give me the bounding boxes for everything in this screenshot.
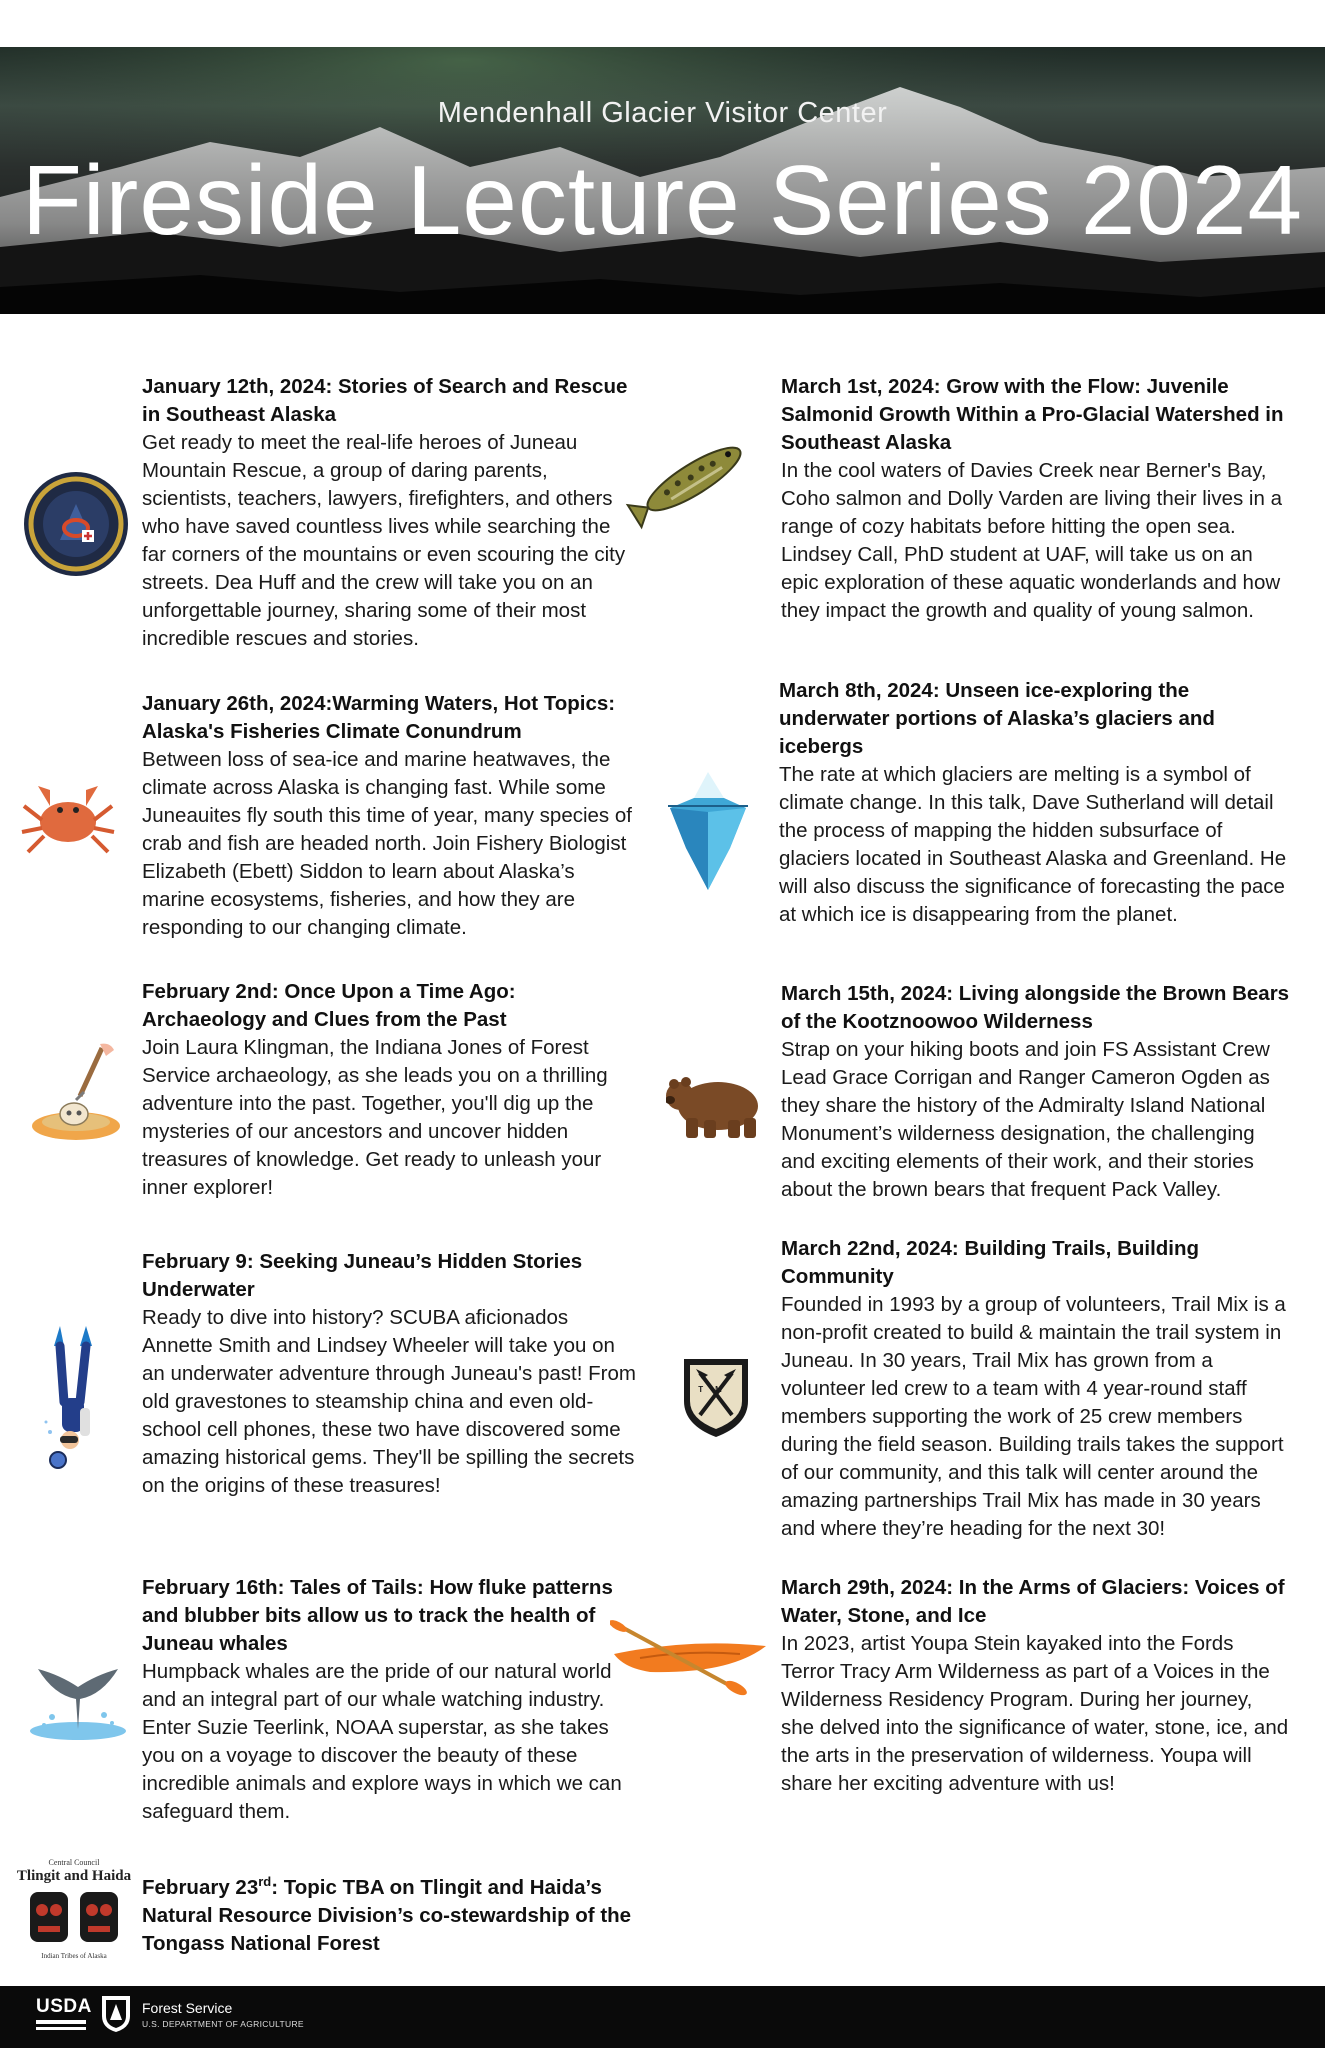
logo-letters: TM (698, 1385, 734, 1394)
event-mar-08 (779, 677, 1291, 929)
event-description: In 2023, artist Youpa Stein kayaked into the Fords Terror Tracy Arm Wilderness as part of a Voices in the Wilderness Residency Program. During her journey, she delved into the significance of water, stone, ice, and the arts in the preservation of wilderness. Youpa will share her exciting adventure with us! (781, 1632, 1289, 1795)
event-description: The rate at which glaciers are melting is a symbol of climate change. In this talk, Dave Sutherland will detail the process of mapping the hidden subsurface of glaciers located in Southeast Alaska and Greenland. He will also discuss the significance of forecasting the pace at which ice is disappearing from the planet. (779, 763, 1287, 926)
forest-service-shield-icon (100, 1994, 132, 2034)
event-description: Humpback whales are the pride of our natural world and an integral part of our whale watching industry. Enter Suzie Teerlink, NOAA superstar, as she takes you on a voyage to discover the beauty of these incredible animals and explore ways in which we can safeguard them. (142, 1660, 622, 1823)
usda-logo: USDA (36, 1996, 92, 2017)
venue-subtitle: Mendenhall Glacier Visitor Center (437, 97, 888, 129)
event-heading (142, 1868, 637, 1958)
event-feb-02 (142, 978, 637, 1202)
event-description: Join Laura Klingman, the Indiana Jones of Forest Service archaeology, as she leads you on a thrilling adventure into the past. Together, you'll dig up the mysteries of our ancestors and uncover hidden treasures of knowledge. Get ready to unleash your inner explorer! (142, 1036, 608, 1199)
event-description: In the cool waters of Davies Creek near Berner's Bay, Coho salmon and Dolly Varden are living their lives in a range of cozy habitats before hitting the open sea. Lindsey Call, PhD student at UAF, will take us on an epic exploration of these aquatic wonderlands and how they impact the growth and quality of young salmon. (781, 459, 1282, 622)
footer-bar (0, 1986, 1325, 2048)
event-heading: January 12th, 2024: Stories of Search and Rescue in Southeast Alaska (142, 375, 628, 426)
agency-name: Forest Service (142, 2000, 233, 2016)
event-description: Strap on your hiking boots and join FS Assistant Crew Lead Grace Corrigan and Ranger Cameron Ogden as they share the history of the Admiralty Island National Monument’s wilderness designation, the challenging and exciting elements of their work, and their stories about the brown bears that frequent Pack Valley. (781, 1038, 1270, 1201)
top-margin (0, 0, 1325, 47)
iceberg-icon (668, 768, 748, 897)
event-description: Founded in 1993 by a group of volunteers, Trail Mix is a non-profit created to build & maintain the trail system in Juneau. In 30 years, Trail Mix has grown from a volunteer led crew to a team with 4 year-round staff members supporting the work of 25 crew members during the field season. Building trails takes the support of our community, and this talk will center around the amazing partnerships Trail Mix has made in 30 years and where they’re heading for the next 30! (781, 1293, 1286, 1540)
scuba-diver-icon (40, 1322, 110, 1477)
usda-logo-stripe (36, 2020, 86, 2024)
event-mar-15 (781, 980, 1291, 1204)
logo-top-text: Central Council (48, 1858, 100, 1867)
crab-icon (16, 770, 120, 871)
event-mar-29 (781, 1574, 1291, 1798)
event-feb-16 (142, 1574, 637, 1826)
event-heading: February 9: Seeking Juneau’s Hidden Stories Underwater (142, 1250, 583, 1301)
event-description: Ready to dive into history? SCUBA aficionados Annette Smith and Lindsey Wheeler will take you on an underwater adventure through Juneau's past! From old gravestones to steamship china and even old-school cell phones, these two have discovered some amazing historical gems. They'll be spilling the secrets on the origins of these treasures! (142, 1306, 636, 1497)
event-feb-09 (142, 1248, 637, 1500)
event-jan-26 (142, 690, 637, 942)
page-title: Fireside Lecture Series 2024 (22, 145, 1303, 255)
heading-topic: : Topic TBA on Tlingit and Haida’s Natural Resource Division’s co-stewardship of the Tongass National Forest (142, 1875, 632, 1955)
heading-ordinal: rd (258, 1874, 272, 1889)
kayak-icon (610, 1618, 770, 1703)
event-heading: February 2nd: Once Upon a Time Ago: Archaeology and Clues from the Past (142, 980, 516, 1031)
archaeology-dig-icon (28, 1040, 124, 1151)
tlingit-haida-logo-icon (10, 1858, 138, 1966)
event-description: Get ready to meet the real-life heroes of Juneau Mountain Rescue, a group of daring parents, scientists, teachers, lawyers, firefighters, and others who have saved countless lives while searching the far corners of the mountains or even scouring the city streets. Dea Huff and the crew will take you on an unforgettable journey, sharing some of their most incredible rescues and stories. (142, 431, 626, 650)
juneau-mountain-rescue-logo-icon (22, 470, 130, 583)
event-mar-22 (781, 1235, 1291, 1543)
event-heading: March 29th, 2024: In the Arms of Glaciers: Voices of Water, Stone, and Ice (781, 1576, 1285, 1627)
event-description: Between loss of sea-ice and marine heatwaves, the climate across Alaska is changing fast. While some Juneauites fly south this time of year, many species of crab and fish are headed north. Join Fishery Biologist Elizabeth (Ebett) Siddon to learn about Alaska’s marine ecosystems, fisheries, and how they are responding to our changing climate. (142, 748, 632, 939)
event-heading: March 1st, 2024: Grow with the Flow: Juvenile Salmonid Growth Within a Pro-Glacial Watershed in Southeast Alaska (781, 375, 1284, 454)
event-heading: March 8th, 2024: Unseen ice-exploring the underwater portions of Alaska’s glaciers and icebergs (779, 679, 1215, 758)
fish-icon (624, 424, 764, 539)
event-jan-12 (142, 373, 637, 653)
event-mar-01 (781, 373, 1291, 625)
logo-name-text: Tlingit and Haida (16, 1868, 132, 1884)
brown-bear-icon (666, 1068, 766, 1145)
event-heading: February 16th: Tales of Tails: How fluke patterns and blubber bits allow us to track the health of Juneau whales (142, 1576, 613, 1655)
department-name: U.S. DEPARTMENT OF AGRICULTURE (142, 2019, 304, 2029)
whale-tail-icon (24, 1655, 132, 1750)
event-heading: January 26th, 2024:Warming Waters, Hot Topics: Alaska's Fisheries Climate Conundrum (142, 692, 616, 743)
event-heading: March 15th, 2024: Living alongside the Brown Bears of the Kootznoowoo Wilderness (781, 982, 1290, 1033)
event-heading: March 22nd, 2024: Building Trails, Building Community (781, 1237, 1200, 1288)
header-banner (0, 47, 1325, 314)
usda-logo-stripe (36, 2027, 86, 2030)
event-feb-23 (142, 1868, 637, 1958)
logo-bottom-text: Indian Tribes of Alaska (41, 1952, 107, 1960)
heading-date: February 23 (142, 1875, 259, 1899)
trail-mix-shield-icon (680, 1355, 752, 1439)
